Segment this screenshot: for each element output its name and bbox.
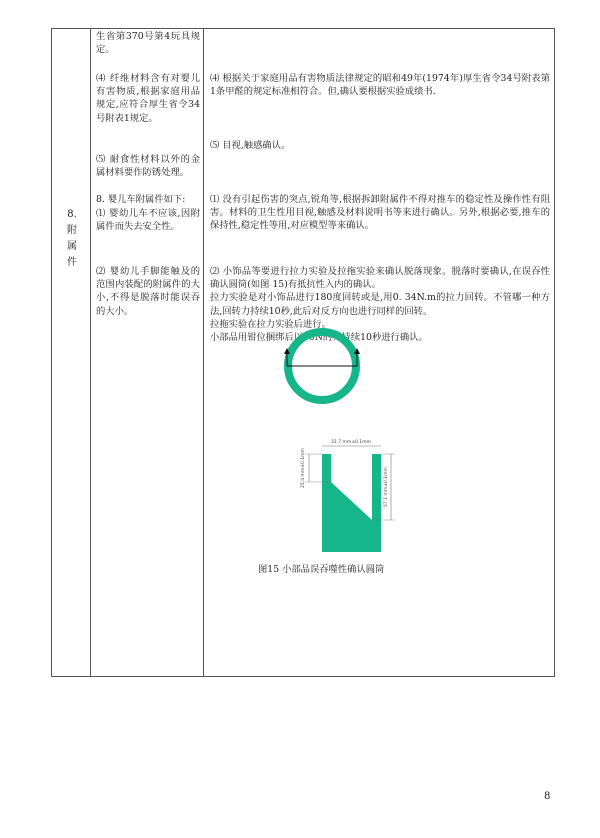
test-cylinder-diagram: [247, 324, 397, 564]
dimension-label-top: 31.7 mm±0.1mm: [331, 440, 371, 445]
cylinder-slanted-base: [331, 482, 372, 552]
column-divider: [203, 29, 204, 676]
figure-caption: 图15 小部品误吞噬性确认圆筒: [258, 564, 385, 575]
cylinder-wall-right: [372, 454, 381, 552]
method-pull-test: ⑵ 小饰品等要进行拉力实验及拉拖实验来确认脱落现象。脱落时要确认,在误吞性确认圆筒(如图 15)有抵抗性入内的确认。 拉力实验是对小饰品进行180度回转或是,用0. 34N.m的拉力回转。不管哪一种方法,回转力持续10秒,此后对反方向也进行同样的回转。 拉拖实验在拉力实验后进行。 小部品用钳位捆绑后以90N的力持续10秒进行确认。: [210, 266, 550, 344]
requirement-continuation: 生省第370号第4玩具规定。: [96, 31, 200, 56]
dimension-label-left: 25.4 mm±0.1mm: [301, 448, 306, 488]
method-accessory-inspection: ⑴ 没有引起伤害的突点,锐角等,根据拆卸附属件不得对推车的稳定性及操作性有阻害。材料的卫生性用目视,触感及材料说明书等来进行确认。另外,根据必要,推车的保持性,稳定性等用,对应模型等来确认。: [210, 194, 550, 232]
requirement-accessories-title: 8. 婴儿车附属件如下:: [96, 194, 186, 205]
requirement-accessories-size: ⑵ 婴幼儿手脚能触及的范围内装配的附属件的大小,不得是脱落时能误吞的大小。: [96, 266, 200, 317]
method-formaldehyde: ⑷ 根据关于家庭用品有害物质法律规定的昭和49年(1974年)厚生省令34号附表第1条甲醛的规定标准相符合。但,确认要根据实验成绩书.: [210, 73, 550, 98]
column-divider: [90, 29, 91, 676]
section-label: 8. 附 属 件: [67, 209, 77, 268]
method-visual-check: ⑸ 目视,触感确认。: [210, 140, 291, 151]
requirement-fiber-materials: ⑷ 纤维材料含有对婴儿有害物质,根据家庭用品规定,应符合厚生省令34号附表1规定。: [96, 73, 200, 124]
page-number: 8: [544, 791, 551, 802]
requirement-rust-prevention: ⑸ 耐食性材料以外的金属材料要作防锈处理。: [96, 154, 200, 179]
test-cylinder-figure: [247, 324, 397, 564]
dimension-label-right: 57.1 mm±0.1mm: [384, 467, 389, 507]
cylinder-wall-left: [322, 454, 331, 552]
requirement-accessories-safety: ⑴ 婴幼儿车不应该,因附属件而失去安全性。: [96, 208, 200, 233]
